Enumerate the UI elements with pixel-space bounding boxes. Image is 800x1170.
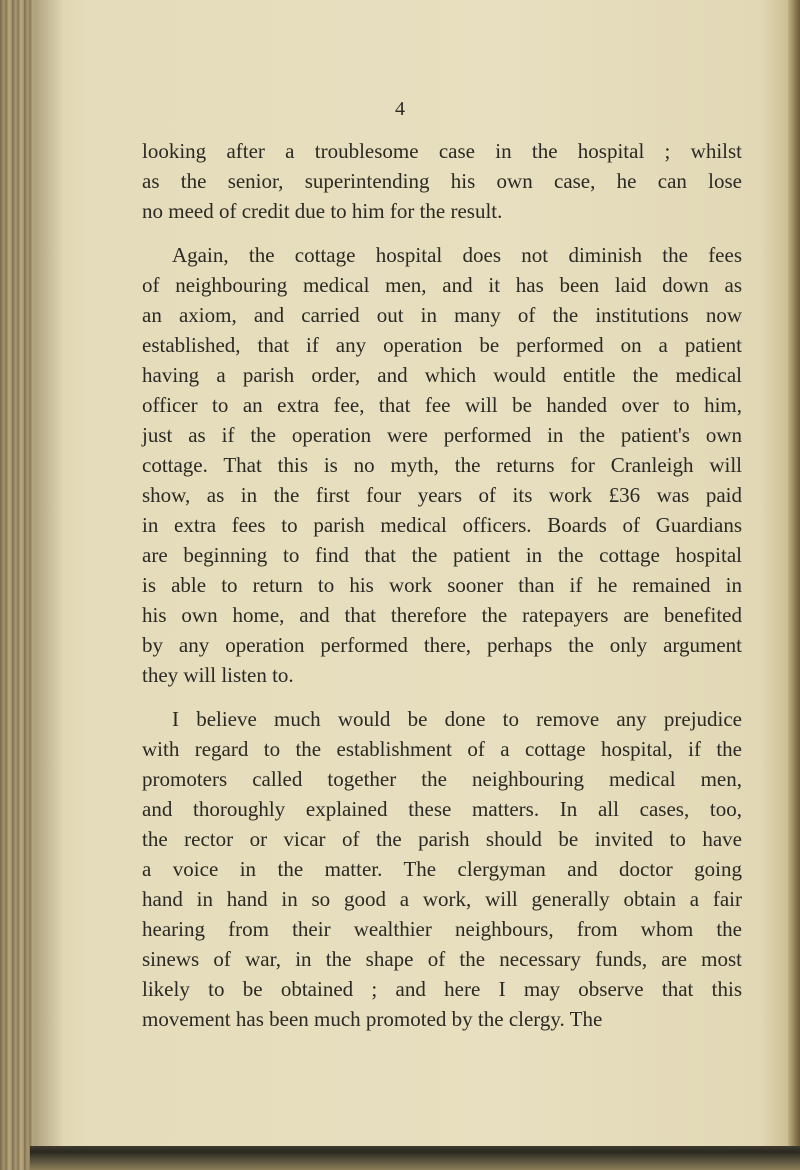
text-line: I believe much would be done to remove any prejudice (172, 707, 742, 731)
text-line: movement has been much promoted by the clergy. The (142, 1007, 603, 1031)
paragraph (142, 704, 742, 1034)
text-line: a voice in the matter. The clergyman and doctor going (142, 857, 742, 881)
text-line: promoters called together the neighbouring medical men, (142, 767, 742, 791)
paragraph (142, 240, 742, 690)
text-line: no meed of credit due to him for the result. (142, 199, 503, 223)
text-line: sinews of war, in the shape of the necessary funds, are most (142, 947, 742, 971)
text-line: likely to be obtained ; and here I may observe that this (142, 977, 742, 1001)
text-line: established, that if any operation be performed on a patient (142, 333, 742, 357)
text-line: Again, the cottage hospital does not diminish the fees (172, 243, 742, 267)
text-line: having a parish order, and which would entitle the medical (142, 363, 742, 387)
bottom-edge (30, 1146, 800, 1170)
text-line: by any operation performed there, perhaps the only argument (142, 633, 742, 657)
text-line: they will listen to. (142, 663, 294, 687)
text-line: and thoroughly explained these matters. In all cases, too, (142, 797, 742, 821)
page-edge (788, 0, 800, 1170)
text-line: officer to an extra fee, that fee will be handed over to him, (142, 393, 742, 417)
text-line: in extra fees to parish medical officers. Boards of Guardians (142, 513, 742, 537)
text-line: as the senior, superintending his own case, he can lose (142, 169, 742, 193)
text-line: of neighbouring medical men, and it has been laid down as (142, 273, 742, 297)
text-line: looking after a troublesome case in the hospital ; whilst (142, 139, 742, 163)
page-number: 4 (395, 98, 405, 120)
book-binding (0, 0, 34, 1170)
text-line: is able to return to his work sooner than if he remained in (142, 573, 742, 597)
body-text (142, 136, 742, 1048)
text-line: show, as in the first four years of its work £36 was paid (142, 483, 742, 507)
text-line: just as if the operation were performed in the patient's own (142, 423, 742, 447)
text-line: the rector or vicar of the parish should be invited to have (142, 827, 742, 851)
text-line: cottage. That this is no myth, the returns for Cranleigh will (142, 453, 742, 477)
text-line: an axiom, and carried out in many of the institutions now (142, 303, 742, 327)
text-line: with regard to the establishment of a cottage hospital, if the (142, 737, 742, 761)
gutter-shadow (34, 0, 64, 1170)
text-line: his own home, and that therefore the ratepayers are benefited (142, 603, 742, 627)
paragraph (142, 136, 742, 226)
text-line: hand in hand in so good a work, will generally obtain a fair (142, 887, 742, 911)
text-line: hearing from their wealthier neighbours, from whom the (142, 917, 742, 941)
text-line: are beginning to find that the patient in the cottage hospital (142, 543, 742, 567)
